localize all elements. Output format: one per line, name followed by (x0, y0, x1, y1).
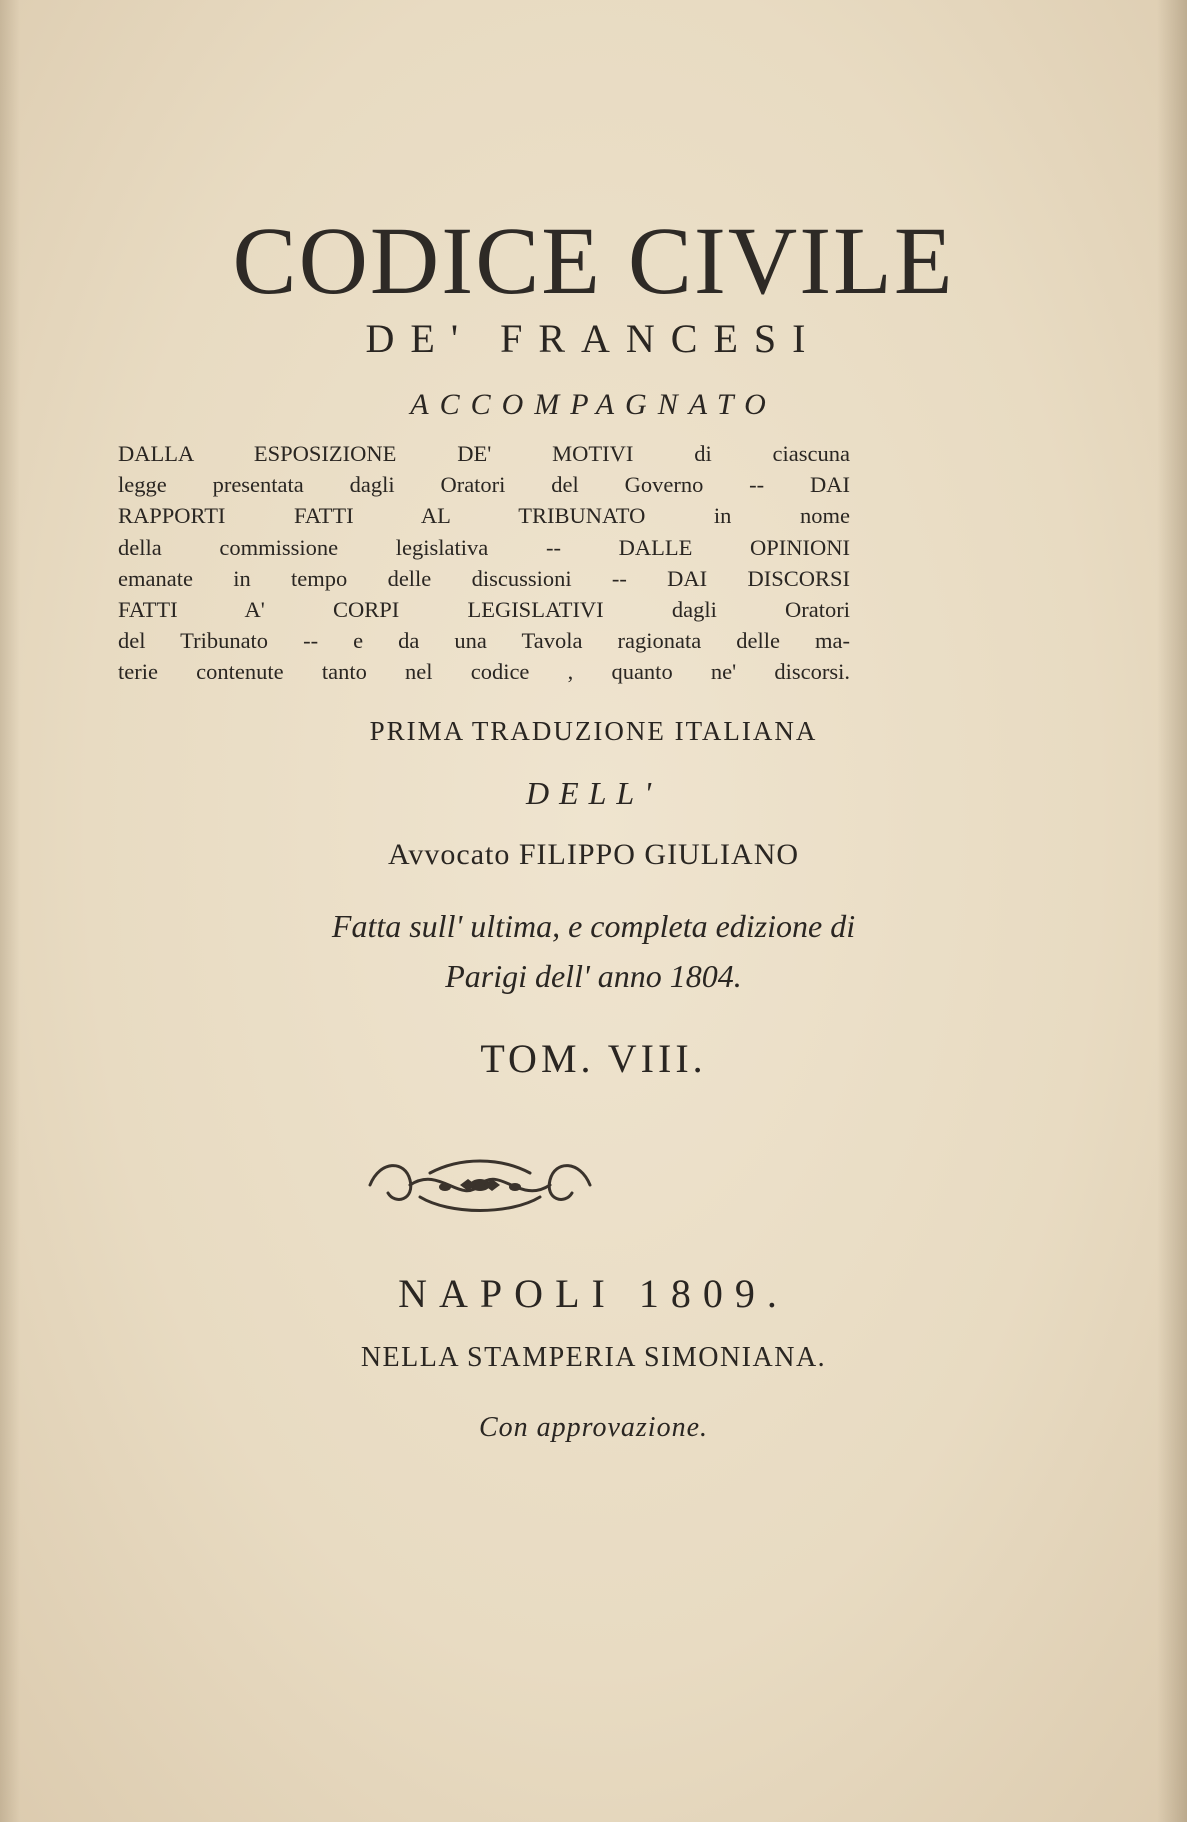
accompagnato-label: ACCOMPAGNATO (410, 388, 777, 421)
paragraph-line-1: DALLA ESPOSIZIONE DE' MOTIVI di ciascuna (118, 441, 850, 466)
edition-note-line-1: Fatta sull' ultima, e completa edizione di (331, 908, 856, 944)
dell-label: DELL' (525, 775, 662, 811)
imprint-approval: Con approvazione. (478, 1412, 709, 1443)
paragraph-line-7: del Tribunato -- e da una Tavola ragionata delle ma- (118, 628, 850, 654)
translation-note: PRIMA TRADUZIONE ITALIANA (369, 716, 818, 746)
book-title: CODICE CIVILE (232, 207, 955, 314)
paragraph-line-2: legge presentata dagli Oratori del Governo -- DAI (118, 472, 850, 498)
paragraph-line-8: terie contenute tanto nel codice , quanto ne' discorsi. (118, 659, 850, 685)
printer-ornament-icon (360, 1145, 600, 1225)
author-name: Avvocato FILIPPO GIULIANO (387, 838, 800, 871)
imprint-place-year: NAPOLI 1809. (398, 1271, 789, 1316)
paragraph-line-4: della commissione legislativa -- DALLE OPINIONI (118, 534, 850, 560)
paragraph-line-5: emanate in tempo delle discussioni -- DAI DISCORSI (118, 565, 850, 591)
description-paragraph (118, 438, 850, 688)
imprint-printer: NELLA STAMPERIA SIMONIANA. (360, 1342, 827, 1373)
book-subtitle: DE' FRANCESI (365, 316, 822, 361)
tome-number: TOM. VIII. (480, 1036, 707, 1081)
edition-note-line-2: Parigi dell' anno 1804. (445, 958, 742, 994)
paragraph-line-3: RAPPORTI FATTI AL TRIBUNATO in nome (118, 503, 850, 529)
paragraph-line-6: FATTI A' CORPI LEGISLATIVI dagli Oratori (118, 597, 850, 623)
